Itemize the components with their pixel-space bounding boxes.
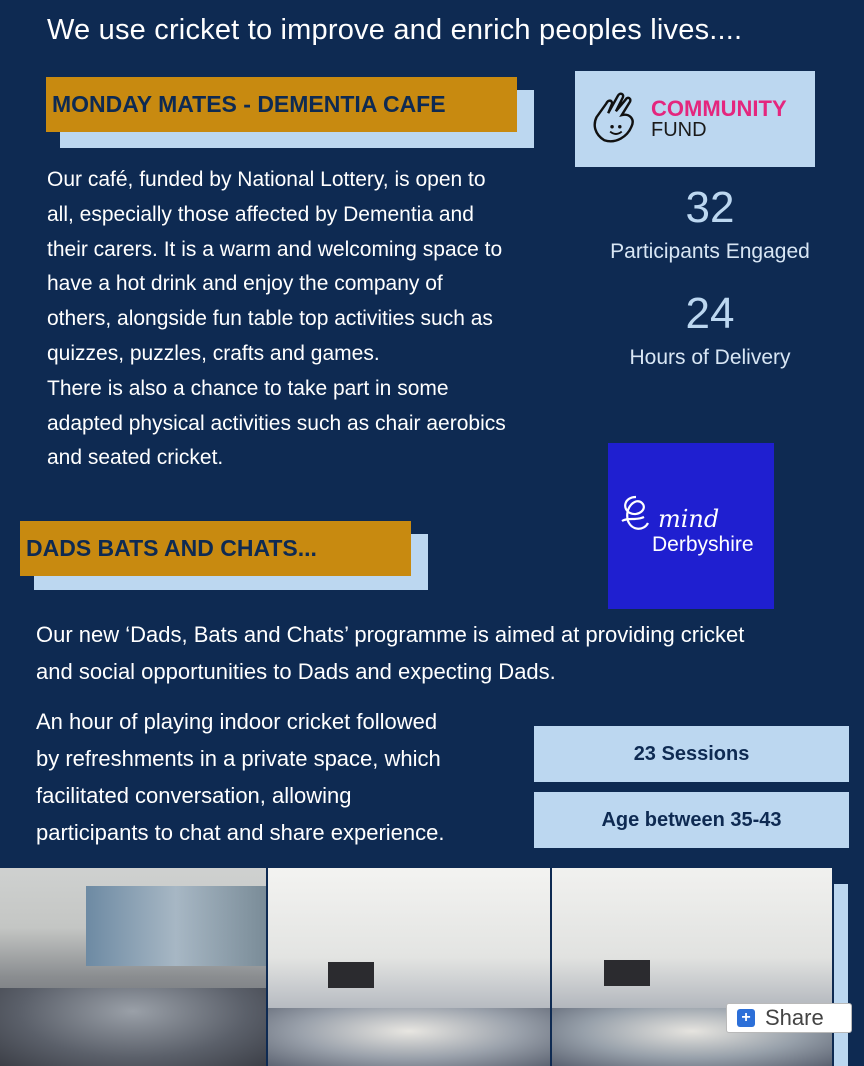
- photo-tv: [604, 960, 650, 986]
- stat-hours-value: 24: [685, 289, 735, 338]
- section2-body: [36, 703, 516, 851]
- headline: We use cricket to improve and enrich peoples lives....: [47, 14, 743, 46]
- body-line: by refreshments in a private space, which: [36, 746, 441, 771]
- derbyshire-logo-text: Derbyshire: [652, 533, 754, 556]
- national-lottery-hand-icon: [585, 89, 643, 149]
- stat-participants-value: 32: [685, 183, 735, 232]
- logo-line-fund: FUND: [651, 119, 707, 141]
- photo-tables: [268, 1008, 550, 1066]
- body-line: all, especially those affected by Dementia and: [47, 202, 474, 226]
- intro-line: Our new ‘Dads, Bats and Chats’ programme is aimed at providing cricket: [36, 622, 745, 647]
- photo-cafe-room-2: [552, 868, 832, 1066]
- section1-body: [47, 163, 562, 476]
- edge-accent-bar: [834, 884, 848, 1066]
- photo-group-circle: [0, 868, 266, 1066]
- section2-intro: [36, 616, 846, 690]
- body-line: and seated cricket.: [47, 446, 224, 470]
- body-line: Our café, funded by National Lottery, is open to: [47, 168, 486, 191]
- mind-logo-icon: [614, 491, 658, 537]
- body-line: participants to chat and share experience.: [36, 820, 445, 845]
- photo-mural: [86, 886, 266, 966]
- stat-participants-label: Participants Engaged: [610, 240, 810, 263]
- stat-hours-label: Hours of Delivery: [629, 346, 791, 369]
- stat-box-age: Age between 35-43: [534, 792, 849, 848]
- community-fund-logo: [575, 71, 815, 167]
- section2-title: DADS BATS AND CHATS...: [20, 521, 411, 576]
- mind-logo-text: mind: [658, 505, 720, 533]
- body-line: their carers. It is a warm and welcoming space to: [47, 237, 503, 261]
- body-line: An hour of playing indoor cricket followed: [36, 709, 438, 734]
- photo-strip: [0, 868, 832, 1066]
- stat-box-sessions: 23 Sessions: [534, 726, 849, 782]
- body-line: There is also a chance to take part in some: [47, 376, 449, 400]
- body-line: have a hot drink and enjoy the company of: [47, 272, 443, 296]
- intro-line: and social opportunities to Dads and expecting Dads.: [36, 659, 556, 684]
- share-button-label: Share: [765, 1005, 824, 1030]
- body-line: facilitated conversation, allowing: [36, 783, 352, 808]
- photo-tv: [328, 962, 374, 988]
- photo-cafe-room: [268, 868, 550, 1066]
- section1-title: MONDAY MATES - DEMENTIA CAFE: [46, 77, 517, 132]
- share-button[interactable]: [726, 1003, 852, 1033]
- mind-derbyshire-logo: [608, 443, 774, 609]
- logo-line-community: COMMUNITY: [651, 96, 787, 121]
- body-line: adapted physical activities such as chair aerobics: [47, 411, 506, 435]
- photo-people: [0, 988, 266, 1066]
- plus-icon: +: [737, 1009, 755, 1027]
- body-line: quizzes, puzzles, crafts and games.: [47, 341, 380, 365]
- body-line: others, alongside fun table top activities such as: [47, 307, 493, 331]
